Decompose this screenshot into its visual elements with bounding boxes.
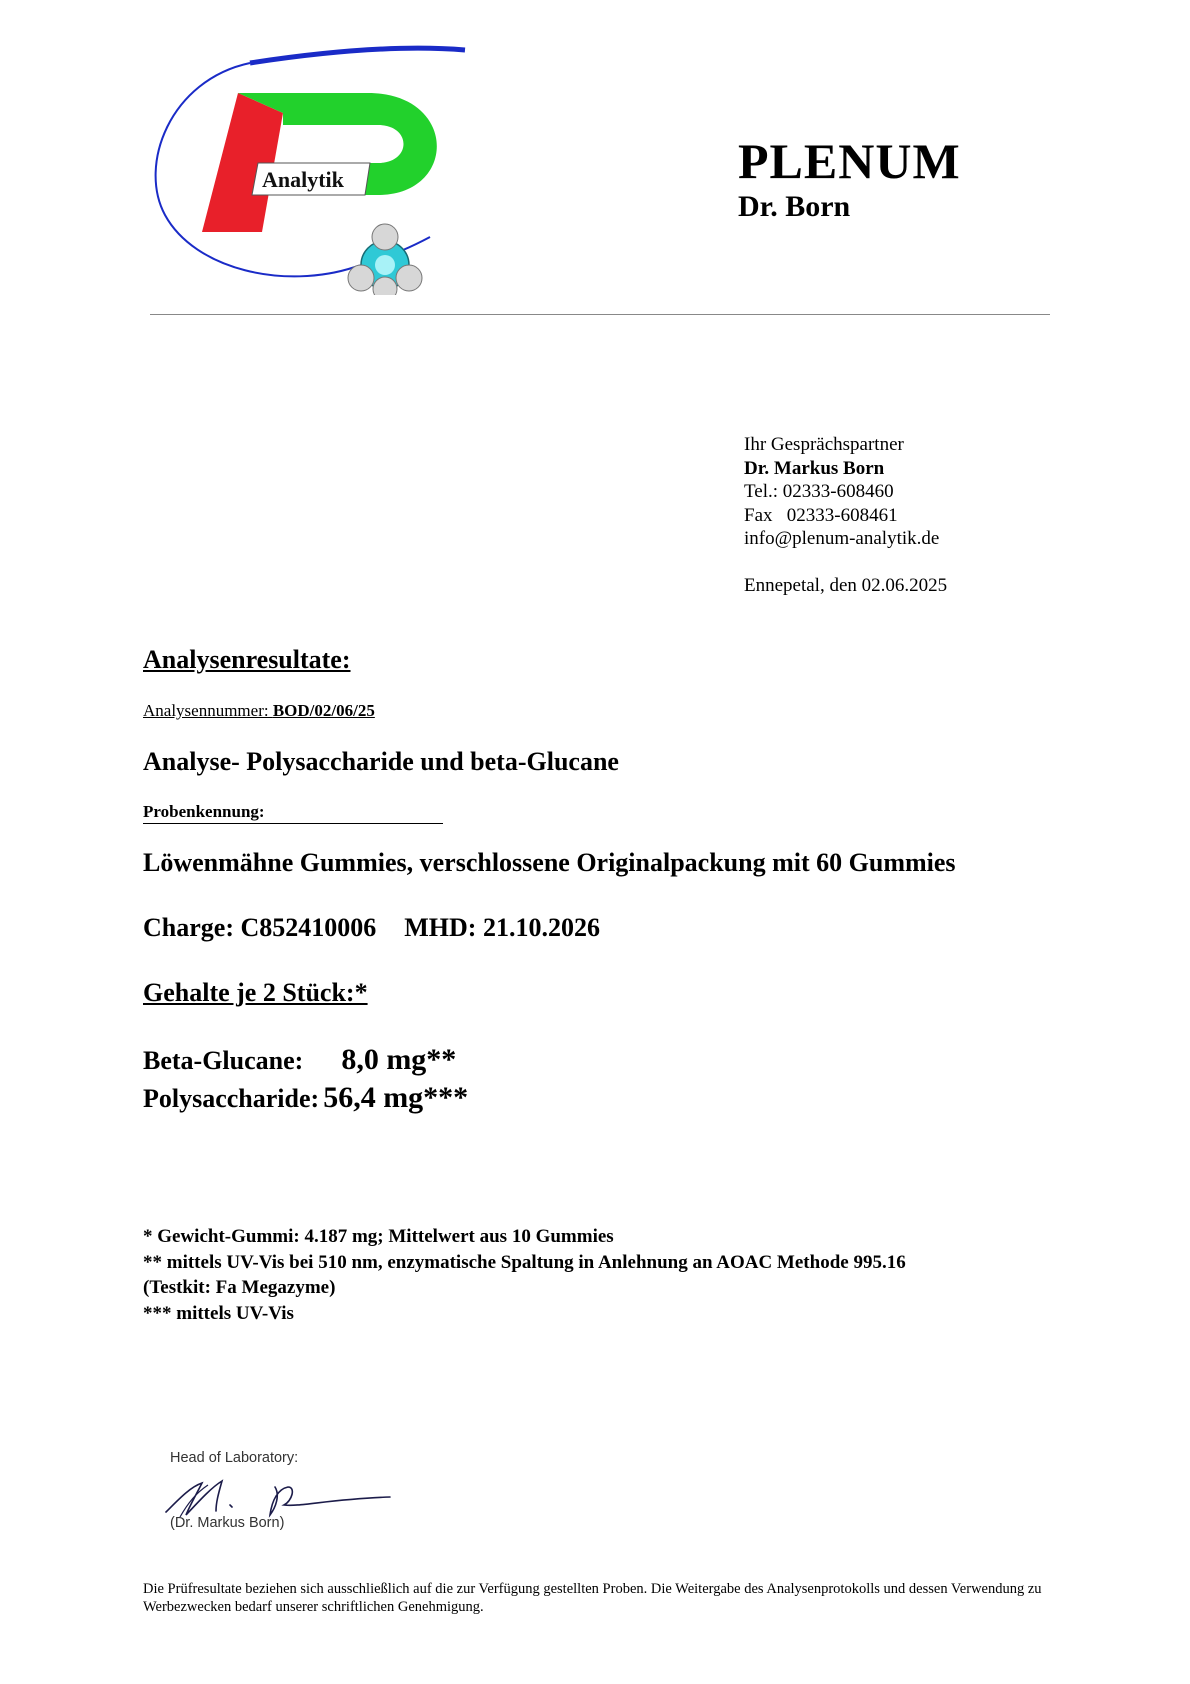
signature-title: Head of Laboratory: <box>170 1450 299 1466</box>
footnote: ** mittels UV-Vis bei 510 nm, enzymatische Spaltung in Anlehnung an AOAC Methode 995.16 <box>143 1251 906 1273</box>
molecule-icon <box>348 224 422 295</box>
contact-block <box>744 433 947 597</box>
polysaccharide-value: 56,4 mg*** <box>323 1081 469 1114</box>
analysis-number-value: BOD/02/06/25 <box>272 701 375 720</box>
analysis-title: Analyse- Polysaccharide und beta-Glucane <box>143 747 619 776</box>
batch-line <box>143 913 600 943</box>
contact-email[interactable]: info@plenum-analytik.de <box>744 528 940 549</box>
results-heading: Analysenresultate: <box>143 645 351 674</box>
contact-tel: Tel.: 02333-608460 <box>744 481 894 502</box>
brand-name: PLENUM <box>738 133 961 189</box>
footnote: (Testkit: Fa Megazyme) <box>143 1277 336 1298</box>
sample-description: Löwenmähne Gummies, verschlossene Originalpackung mit 60 Gummies <box>143 848 956 877</box>
batch-number: Charge: C852410006 <box>143 913 377 942</box>
polysaccharide-label: Polysaccharide: <box>143 1084 320 1113</box>
plenum-analytik-logo <box>150 45 470 295</box>
best-before-date: MHD: 21.10.2026 <box>404 913 600 942</box>
analysis-number-label: Analysennummer: <box>143 701 273 720</box>
contact-fax: Fax 02333-608461 <box>744 504 898 526</box>
logo-text: Analytik <box>262 167 344 192</box>
contents-heading: Gehalte je 2 Stück:* <box>143 978 368 1007</box>
handwritten-signature <box>166 1481 390 1515</box>
beta-glucan-label: Beta-Glucane: <box>143 1046 304 1075</box>
signature-name: (Dr. Markus Born) <box>170 1515 285 1530</box>
footnotes <box>143 1224 906 1326</box>
footnote: *** mittels UV-Vis <box>143 1302 294 1324</box>
brand-subtitle: Dr. Born <box>738 190 851 223</box>
polysaccharide-result <box>143 1081 468 1115</box>
contact-name: Dr. Markus Born <box>744 457 885 479</box>
analysis-number <box>143 701 375 721</box>
beta-glucan-value: 8,0 mg** <box>341 1043 457 1076</box>
legal-disclaimer: Die Prüfresultate beziehen sich ausschließlich auf die zur Verfügung gestellten Proben. Die Weitergabe des Analysenprotokolls und dessen Verwendung zu Werbezwecken bedarf unserer schriftlichen Genehmigung. <box>143 1581 1042 1615</box>
signature-block <box>160 1445 430 1530</box>
contact-intro: Ihr Gesprächspartner <box>744 434 904 455</box>
footnote: * Gewicht-Gummi: 4.187 mg; Mittelwert aus 10 Gummies <box>143 1226 614 1247</box>
beta-glucan-result <box>143 1043 456 1077</box>
header-divider <box>150 314 1050 315</box>
letter-date: Ennepetal, den 02.06.2025 <box>744 574 948 596</box>
sample-id-label: Probenkennung: <box>143 802 443 824</box>
